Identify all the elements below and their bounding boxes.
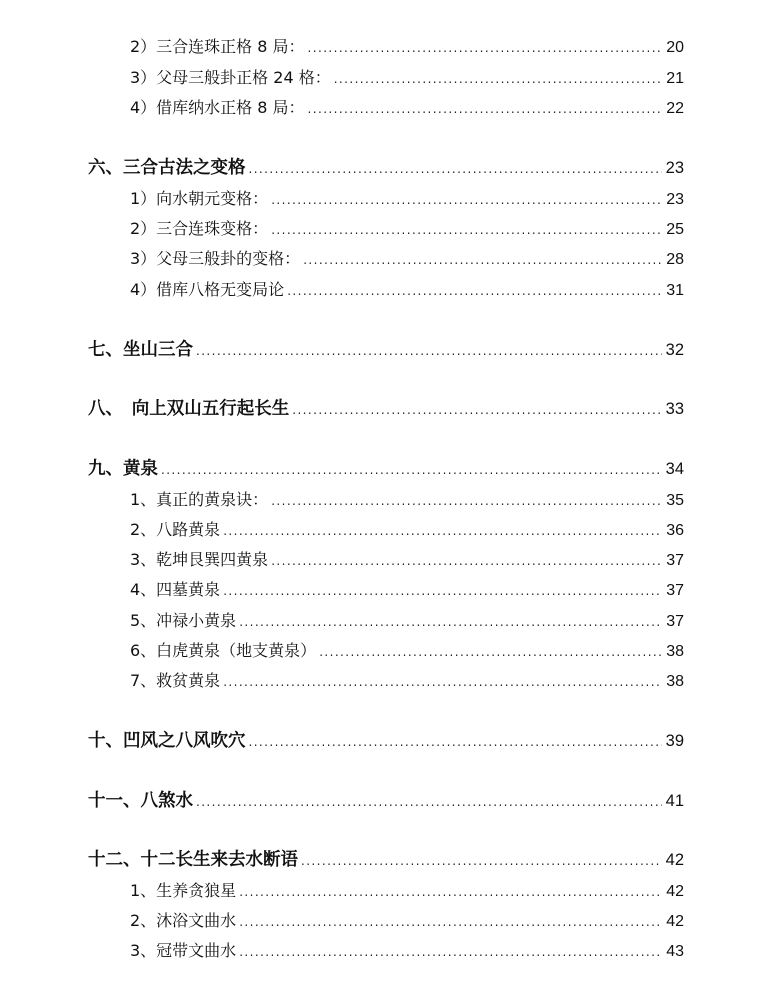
toc-entry[interactable]: [130, 517, 684, 543]
toc-entry[interactable]: [130, 577, 684, 603]
toc-dot-leader: [249, 156, 662, 182]
toc-dot-leader: [271, 187, 662, 213]
toc-page-number: 32: [665, 341, 684, 359]
toc-chapter-entry[interactable]: [88, 337, 684, 363]
toc-entry[interactable]: [130, 547, 684, 573]
toc-page-number: 23: [666, 191, 684, 208]
toc-dot-leader: [223, 669, 662, 695]
toc-entry-title: 2）三合连珠变格：: [130, 219, 269, 238]
toc-entry[interactable]: [130, 186, 684, 212]
toc-entry[interactable]: [130, 908, 684, 934]
toc-chapter-title: 十二、十二长生来去水断语: [88, 850, 298, 870]
toc-entry[interactable]: [130, 34, 684, 60]
toc-entry-title: 3）父母三般卦的变格：: [130, 249, 301, 268]
toc-entry-title: 7、救贫黄泉: [130, 671, 221, 690]
toc-dot-leader: [161, 457, 662, 483]
toc-page-number: 34: [665, 460, 684, 478]
toc-dot-leader: [301, 848, 662, 874]
toc-entry-title: 1、真正的黄泉诀：: [130, 490, 269, 509]
toc-chapter-title: 六、三合古法之变格: [88, 158, 246, 178]
toc-page-number: 42: [666, 913, 684, 930]
toc-dot-leader: [271, 488, 662, 514]
toc-page-number: 41: [665, 792, 684, 810]
toc-chapter-entry[interactable]: [88, 728, 684, 754]
toc-page-number: 42: [665, 851, 684, 869]
toc-page-number: 37: [666, 582, 684, 599]
toc-page-number: 20: [666, 39, 684, 56]
toc-entry[interactable]: [130, 246, 684, 272]
toc-entry-title: 3、冠带文曲水: [130, 941, 237, 960]
toc-page-number: 35: [666, 492, 684, 509]
toc-entry[interactable]: [130, 95, 684, 121]
toc-entry-title: 5、冲禄小黄泉: [130, 611, 237, 630]
toc-dot-leader: [287, 278, 662, 304]
toc-dot-leader: [249, 729, 662, 755]
toc-chapter-entry[interactable]: [88, 847, 684, 873]
toc-dot-leader: [303, 247, 662, 273]
toc-entry-title: 1、生养贪狼星: [130, 881, 237, 900]
toc-dot-leader: [239, 609, 662, 635]
toc-entry-title: 4、四墓黄泉: [130, 580, 221, 599]
toc-chapter-title: 十、凹风之八风吹穴: [88, 731, 246, 751]
toc-dot-leader: [223, 578, 662, 604]
toc-entry[interactable]: [130, 65, 684, 91]
toc-entry[interactable]: [130, 668, 684, 694]
toc-page-number: 31: [666, 282, 684, 299]
toc-entry[interactable]: [130, 608, 684, 634]
toc-dot-leader: [239, 909, 662, 935]
toc-entry[interactable]: [130, 216, 684, 242]
toc-entry[interactable]: [130, 277, 684, 303]
toc-dot-leader: [292, 397, 661, 423]
toc-page-number: 28: [666, 251, 684, 268]
toc-entry-title: 4）借库纳水正格 8 局：: [130, 98, 305, 117]
toc-chapter-title: 十一、八煞水: [88, 791, 193, 811]
toc-entry-title: 2、八路黄泉: [130, 520, 221, 539]
toc-chapter-title: 八、 向上双山五行起长生: [88, 399, 290, 419]
toc-dot-leader: [319, 639, 662, 665]
toc-chapter-entry[interactable]: [88, 788, 684, 814]
toc-entry[interactable]: [130, 487, 684, 513]
toc-page-number: 33: [665, 400, 684, 418]
toc-dot-leader: [308, 35, 663, 61]
toc-entry-title: 4）借库八格无变局论: [130, 280, 285, 299]
toc-dot-leader: [239, 879, 662, 905]
toc-chapter-entry[interactable]: [88, 155, 684, 181]
toc-dot-leader: [271, 548, 662, 574]
toc-entry-title: 6、白虎黄泉（地支黄泉）: [130, 641, 317, 660]
toc-page-number: 37: [666, 613, 684, 630]
toc-dot-leader: [239, 939, 662, 965]
toc-entry[interactable]: [130, 878, 684, 904]
toc-chapter-entry[interactable]: [88, 396, 684, 422]
toc-dot-leader: [196, 789, 662, 815]
toc-chapter-entry[interactable]: [88, 456, 684, 482]
toc-page-number: 43: [666, 943, 684, 960]
toc-page-number: 38: [666, 673, 684, 690]
toc-entry[interactable]: [130, 638, 684, 664]
toc-dot-leader: [334, 66, 662, 92]
toc-dot-leader: [196, 338, 662, 364]
toc-page-number: 42: [666, 883, 684, 900]
toc-entry-title: 3）父母三般卦正格 24 格：: [130, 68, 331, 87]
toc-page-number: 22: [666, 100, 684, 117]
toc-page-number: 38: [666, 643, 684, 660]
toc-entry[interactable]: [130, 938, 684, 964]
toc-page-number: 39: [665, 732, 684, 750]
toc-chapter-title: 九、黄泉: [88, 459, 158, 479]
toc-dot-leader: [308, 96, 663, 122]
toc-page-number: 37: [666, 552, 684, 569]
toc-chapter-title: 七、坐山三合: [88, 340, 193, 360]
toc-dot-leader: [223, 518, 662, 544]
toc-page-number: 23: [665, 159, 684, 177]
toc-dot-leader: [271, 217, 662, 243]
toc-entry-title: 2）三合连珠正格 8 局：: [130, 37, 305, 56]
toc-entry-title: 1）向水朝元变格：: [130, 189, 269, 208]
toc-entry-title: 3、乾坤艮巽四黄泉: [130, 550, 269, 569]
toc-page-number: 21: [666, 70, 684, 87]
toc-page-number: 36: [666, 522, 684, 539]
toc-page-number: 25: [666, 221, 684, 238]
toc-entry-title: 2、沐浴文曲水: [130, 911, 237, 930]
